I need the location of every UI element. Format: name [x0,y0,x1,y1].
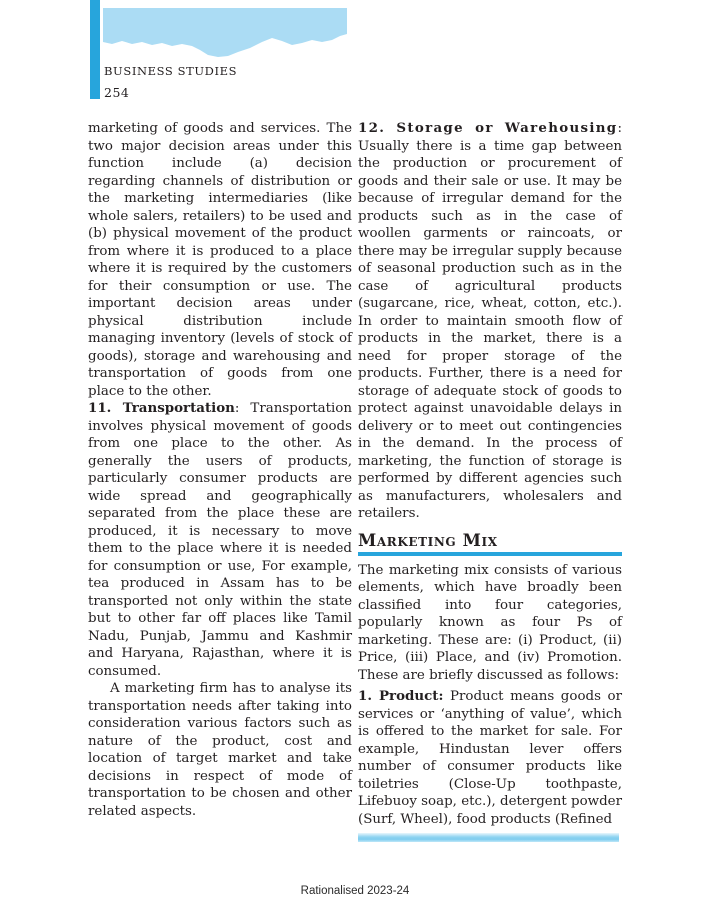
section-heading-rule [358,552,622,556]
section-heading-marketing-mix: Marketing Mix [358,530,498,550]
paragraph-text: The marketing mix consists of various elements, which have broadly been classified into four categories, popularly known as four Ps of marketing. These are: (i) Product, (ii) Price, (iii) Place, and (iv) Promotion. These are briefly discussed as follows: [358,562,622,683]
page-number: 254 [104,85,130,100]
paragraph-storage [358,120,622,523]
torn-paper-shape [103,8,347,57]
paragraph-distribution-continued [88,120,352,400]
paragraph-transportation [88,400,352,680]
paragraph-product [358,688,622,828]
paragraph-lead: 12. Storage or Warehousing [358,120,618,136]
box-top-bar-decoration [358,833,619,842]
paragraph-lead: 11. Transportation [88,400,235,416]
paragraph-text: A marketing firm has to analyse its transportation needs after taking into consideration various factors such as nature of the product, cost and location of target market and take decisions in respect of mode of transportation to be chosen and other related aspects. [88,681,352,819]
footer-rationalised-note: Rationalised 2023-24 [300,885,410,897]
paragraph-text: Product means goods or services or ‘anything of value’, which is offered to the market for sale. For example, Hindustan lever offers number of consumer products like toiletries (Close-Up toothpaste, Lifebuoy soap, etc.), detergent powder (Surf, Wheel), food products (Refined [358,689,622,827]
left-column [88,120,352,820]
paragraph-marketing-mix [358,562,622,685]
torn-paper-decoration [100,0,350,64]
paragraph-text: : Usually there is a time gap between the production or procurement of goods and their sale or use. It may be because of irregular demand for the products such as in the case of woollen garments or raincoats, or there may be irregular supply because of seasonal production such as in the case of agricultural products (sugarcane, rice, wheat, cotton, etc.). In order to maintain smooth flow of products in the market, there is a need for proper storage of the products. Further, there is a need for storage of adequate stock of goods to protect against unavoidable delays in delivery or to meet out contingencies in the demand. In the process of marketing, the function of storage is performed by different agencies such as manufacturers, wholesalers and retailers. [358,121,622,521]
paragraph-marketing-firm [88,680,352,820]
paragraph-text: marketing of goods and services. The two major decision areas under this function include (a) decision regarding channels of distribution or the marketing intermediaries (like whole salers, retailers) to be used and (b) physical movement of the product from where it is produced to a place where it is required by the customers for their consumption or use. The important decision areas under physical distribution include managing inventory (levels of stock of goods), storage and warehousing and transportation of goods from one place to the other. [88,121,352,399]
left-accent-bar [90,0,100,99]
book-title: BUSINESS STUDIES [104,64,238,78]
paragraph-lead: 1. Product: [358,688,444,704]
right-column [358,120,622,828]
paragraph-text: : Transportation involves physical movement of goods from one place to the other. As generally the users of products, particularly consumer products are wide spread and geographically separated from the place these are produced, it is necessary to move them to the place where it is needed for consumption or use, For example, tea produced in Assam has to be transported not only within the state but to other far off places like Tamil Nadu, Punjab, Jammu and Kashmir and Haryana, Rajasthan, where it is consumed. [88,401,352,679]
